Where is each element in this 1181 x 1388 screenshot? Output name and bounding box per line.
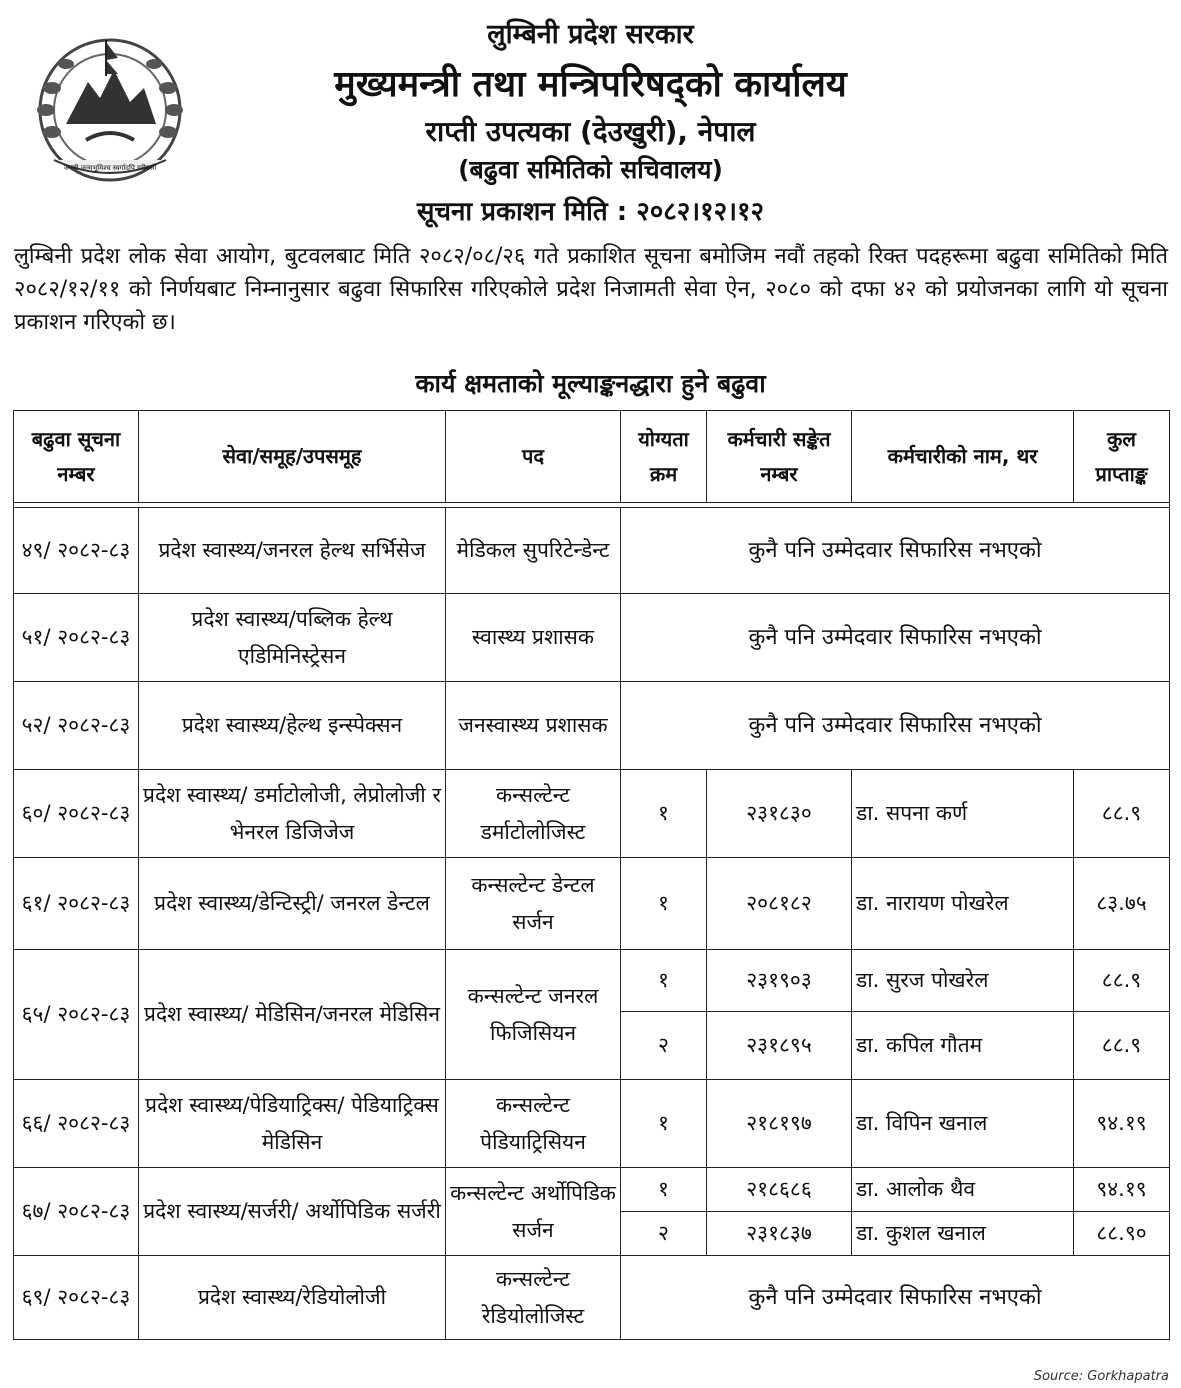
notice-no: ५२/ २०८२-८३: [14, 682, 139, 770]
service-group: प्रदेश स्वास्थ्य/हेल्थ इन्स्पेक्सन: [139, 682, 446, 770]
post: मेडिकल सुपरिटेन्डेन्ट: [446, 508, 621, 594]
service-group: प्रदेश स्वास्थ्य/ डर्माटोलोजी, लेप्रोलोजी र भेनरल डिजिजेज: [139, 770, 446, 858]
table-row: [14, 682, 1170, 770]
employee-name: डा. विपिन खनाल: [852, 1080, 1074, 1168]
no-recommendation: कुनै पनि उम्मेदवार सिफारिस नभएको: [621, 682, 1170, 770]
employee-code: २१८६८६: [707, 1168, 852, 1212]
employee-code: २०८१८२: [707, 858, 852, 950]
service-group: प्रदेश स्वास्थ्य/ मेडिसिन/जनरल मेडिसिन: [139, 950, 446, 1080]
post: कन्सल्टेन्ट डर्माटोलोजिस्ट: [446, 770, 621, 858]
government-name: लुम्बिनी प्रदेश सरकार: [487, 19, 694, 50]
table-row: [14, 1080, 1170, 1168]
notice-no: ५१/ २०८२-८३: [14, 594, 139, 682]
secretariat-name: (बढुवा समितिको सचिवालय): [458, 155, 723, 184]
notice-no: ६०/ २०८२-८३: [14, 770, 139, 858]
employee-name: डा. आलोक थैव: [852, 1168, 1074, 1212]
employee-code: २३१८३०: [707, 770, 852, 858]
employee-name: डा. कपिल गौतम: [852, 1012, 1074, 1080]
total-score: ८८.९: [1074, 770, 1170, 858]
employee-name: डा. कुशल खनाल: [852, 1212, 1074, 1256]
header-post: पद: [446, 411, 621, 503]
service-group: प्रदेश स्वास्थ्य/जनरल हेल्थ सर्भिसेज: [139, 508, 446, 594]
header-merit: योग्यता क्रम: [621, 411, 707, 503]
header-code: कर्मचारी सङ्केत नम्बर: [707, 411, 852, 503]
notice-no: ६१/ २०८२-८३: [14, 858, 139, 950]
table-row: [14, 770, 1170, 858]
section-heading: कार्य क्षमताको मूल्याङ्कनद्धारा हुने बढुवा: [415, 369, 766, 398]
total-score: ८८.९०: [1074, 1212, 1170, 1256]
employee-code: २३१९०३: [707, 950, 852, 1012]
publication-date: सूचना प्रकाशन मिति : २०८२।१२।१२: [416, 197, 765, 227]
total-score: ८८.९: [1074, 1012, 1170, 1080]
merit-order: १: [621, 1080, 707, 1168]
employee-code: २१८१९७: [707, 1080, 852, 1168]
employee-code: २३१८९५: [707, 1012, 852, 1080]
notice-no: ६६/ २०८२-८३: [14, 1080, 139, 1168]
header-name: कर्मचारीको नाम, थर: [852, 411, 1074, 503]
service-group: प्रदेश स्वास्थ्य/रेडियोलोजी: [139, 1256, 446, 1340]
total-score: ८३.७५: [1074, 858, 1170, 950]
post: कन्सल्टेन्ट पेडियाट्रिसियन: [446, 1080, 621, 1168]
service-group: प्रदेश स्वास्थ्य/पेडियाट्रिक्स/ पेडियाट्रिक्स मेडिसिन: [139, 1080, 446, 1168]
post: कन्सल्टेन्ट अर्थोपिडिक सर्जन: [446, 1168, 621, 1256]
table-header-row: [14, 411, 1170, 503]
notice-no: ६७/ २०८२-८३: [14, 1168, 139, 1256]
table-row: [14, 1256, 1170, 1340]
office-name: मुख्यमन्त्री तथा मन्त्रिपरिषद्को कार्यालय: [334, 64, 847, 105]
total-score: ८८.९: [1074, 950, 1170, 1012]
total-score: ९४.१९: [1074, 1168, 1170, 1212]
post: कन्सल्टेन्ट जनरल फिजिसियन: [446, 950, 621, 1080]
table-row: [14, 508, 1170, 594]
merit-order: १: [621, 858, 707, 950]
employee-name: डा. सपना कर्ण: [852, 770, 1074, 858]
merit-order: १: [621, 770, 707, 858]
header-score: कुल प्राप्ताङ्क: [1074, 411, 1170, 503]
table-row: [14, 858, 1170, 950]
header-notice-no: बढुवा सूचना नम्बर: [14, 411, 139, 503]
post: कन्सल्टेन्ट डेन्टल सर्जन: [446, 858, 621, 950]
employee-name: डा. सुरज पोखरेल: [852, 950, 1074, 1012]
service-group: प्रदेश स्वास्थ्य/सर्जरी/ अर्थोपिडिक सर्जरी: [139, 1168, 446, 1256]
notice-paragraph: लुम्बिनी प्रदेश लोक सेवा आयोग, बुटवलबाट मिति २०८२/०८/२६ गते प्रकाशित सूचना बमोजिम नवौं तहको रिक्त पदहरूमा बढुवा समितिको मिति २०८२/१२/११ को निर्णयबाट निम्नानुसार बढुवा सिफारिस गरिएकोले प्रदेश निजामती सेवा ऐन, २०८० को दफा ४२ को प्रयोजनका लागि यो सूचना प्रकाशन गरिएको छ।: [14, 244, 1168, 335]
promotion-table: [13, 410, 1170, 1340]
table-row: [14, 1168, 1170, 1212]
source-credit: Source: Gorkhapatra: [1033, 1369, 1169, 1384]
no-recommendation: कुनै पनि उम्मेदवार सिफारिस नभएको: [621, 508, 1170, 594]
notice-no: ४९/ २०८२-८३: [14, 508, 139, 594]
post: जनस्वास्थ्य प्रशासक: [446, 682, 621, 770]
header-service: सेवा/समूह/उपसमूह: [139, 411, 446, 503]
merit-order: २: [621, 1212, 707, 1256]
no-recommendation: कुनै पनि उम्मेदवार सिफारिस नभएको: [621, 1256, 1170, 1340]
notice-no: ६५/ २०८२-८३: [14, 950, 139, 1080]
service-group: प्रदेश स्वास्थ्य/पब्लिक हेल्थ एडिमिनिस्ट्रेसन: [139, 594, 446, 682]
table-row: [14, 594, 1170, 682]
office-location: राप्ती उपत्यका (देउखुरी), नेपाल: [425, 115, 756, 148]
table-row: [14, 950, 1170, 1012]
merit-order: १: [621, 950, 707, 1012]
merit-order: १: [621, 1168, 707, 1212]
no-recommendation: कुनै पनि उम्मेदवार सिफारिस नभएको: [621, 594, 1170, 682]
service-group: प्रदेश स्वास्थ्य/डेन्टिस्ट्री/ जनरल डेन्टल: [139, 858, 446, 950]
svg-text:जननी जन्मभूमिश्च स्वर्गादपि गर: जननी जन्मभूमिश्च स्वर्गादपि गरीयसी: [63, 164, 157, 172]
employee-name: डा. नारायण पोखरेल: [852, 858, 1074, 950]
post: स्वास्थ्य प्रशासक: [446, 594, 621, 682]
total-score: ९४.१९: [1074, 1080, 1170, 1168]
notice-no: ६९/ २०८२-८३: [14, 1256, 139, 1340]
merit-order: २: [621, 1012, 707, 1080]
employee-code: २३१८३७: [707, 1212, 852, 1256]
post: कन्सल्टेन्ट रेडियोलोजिस्ट: [446, 1256, 621, 1340]
